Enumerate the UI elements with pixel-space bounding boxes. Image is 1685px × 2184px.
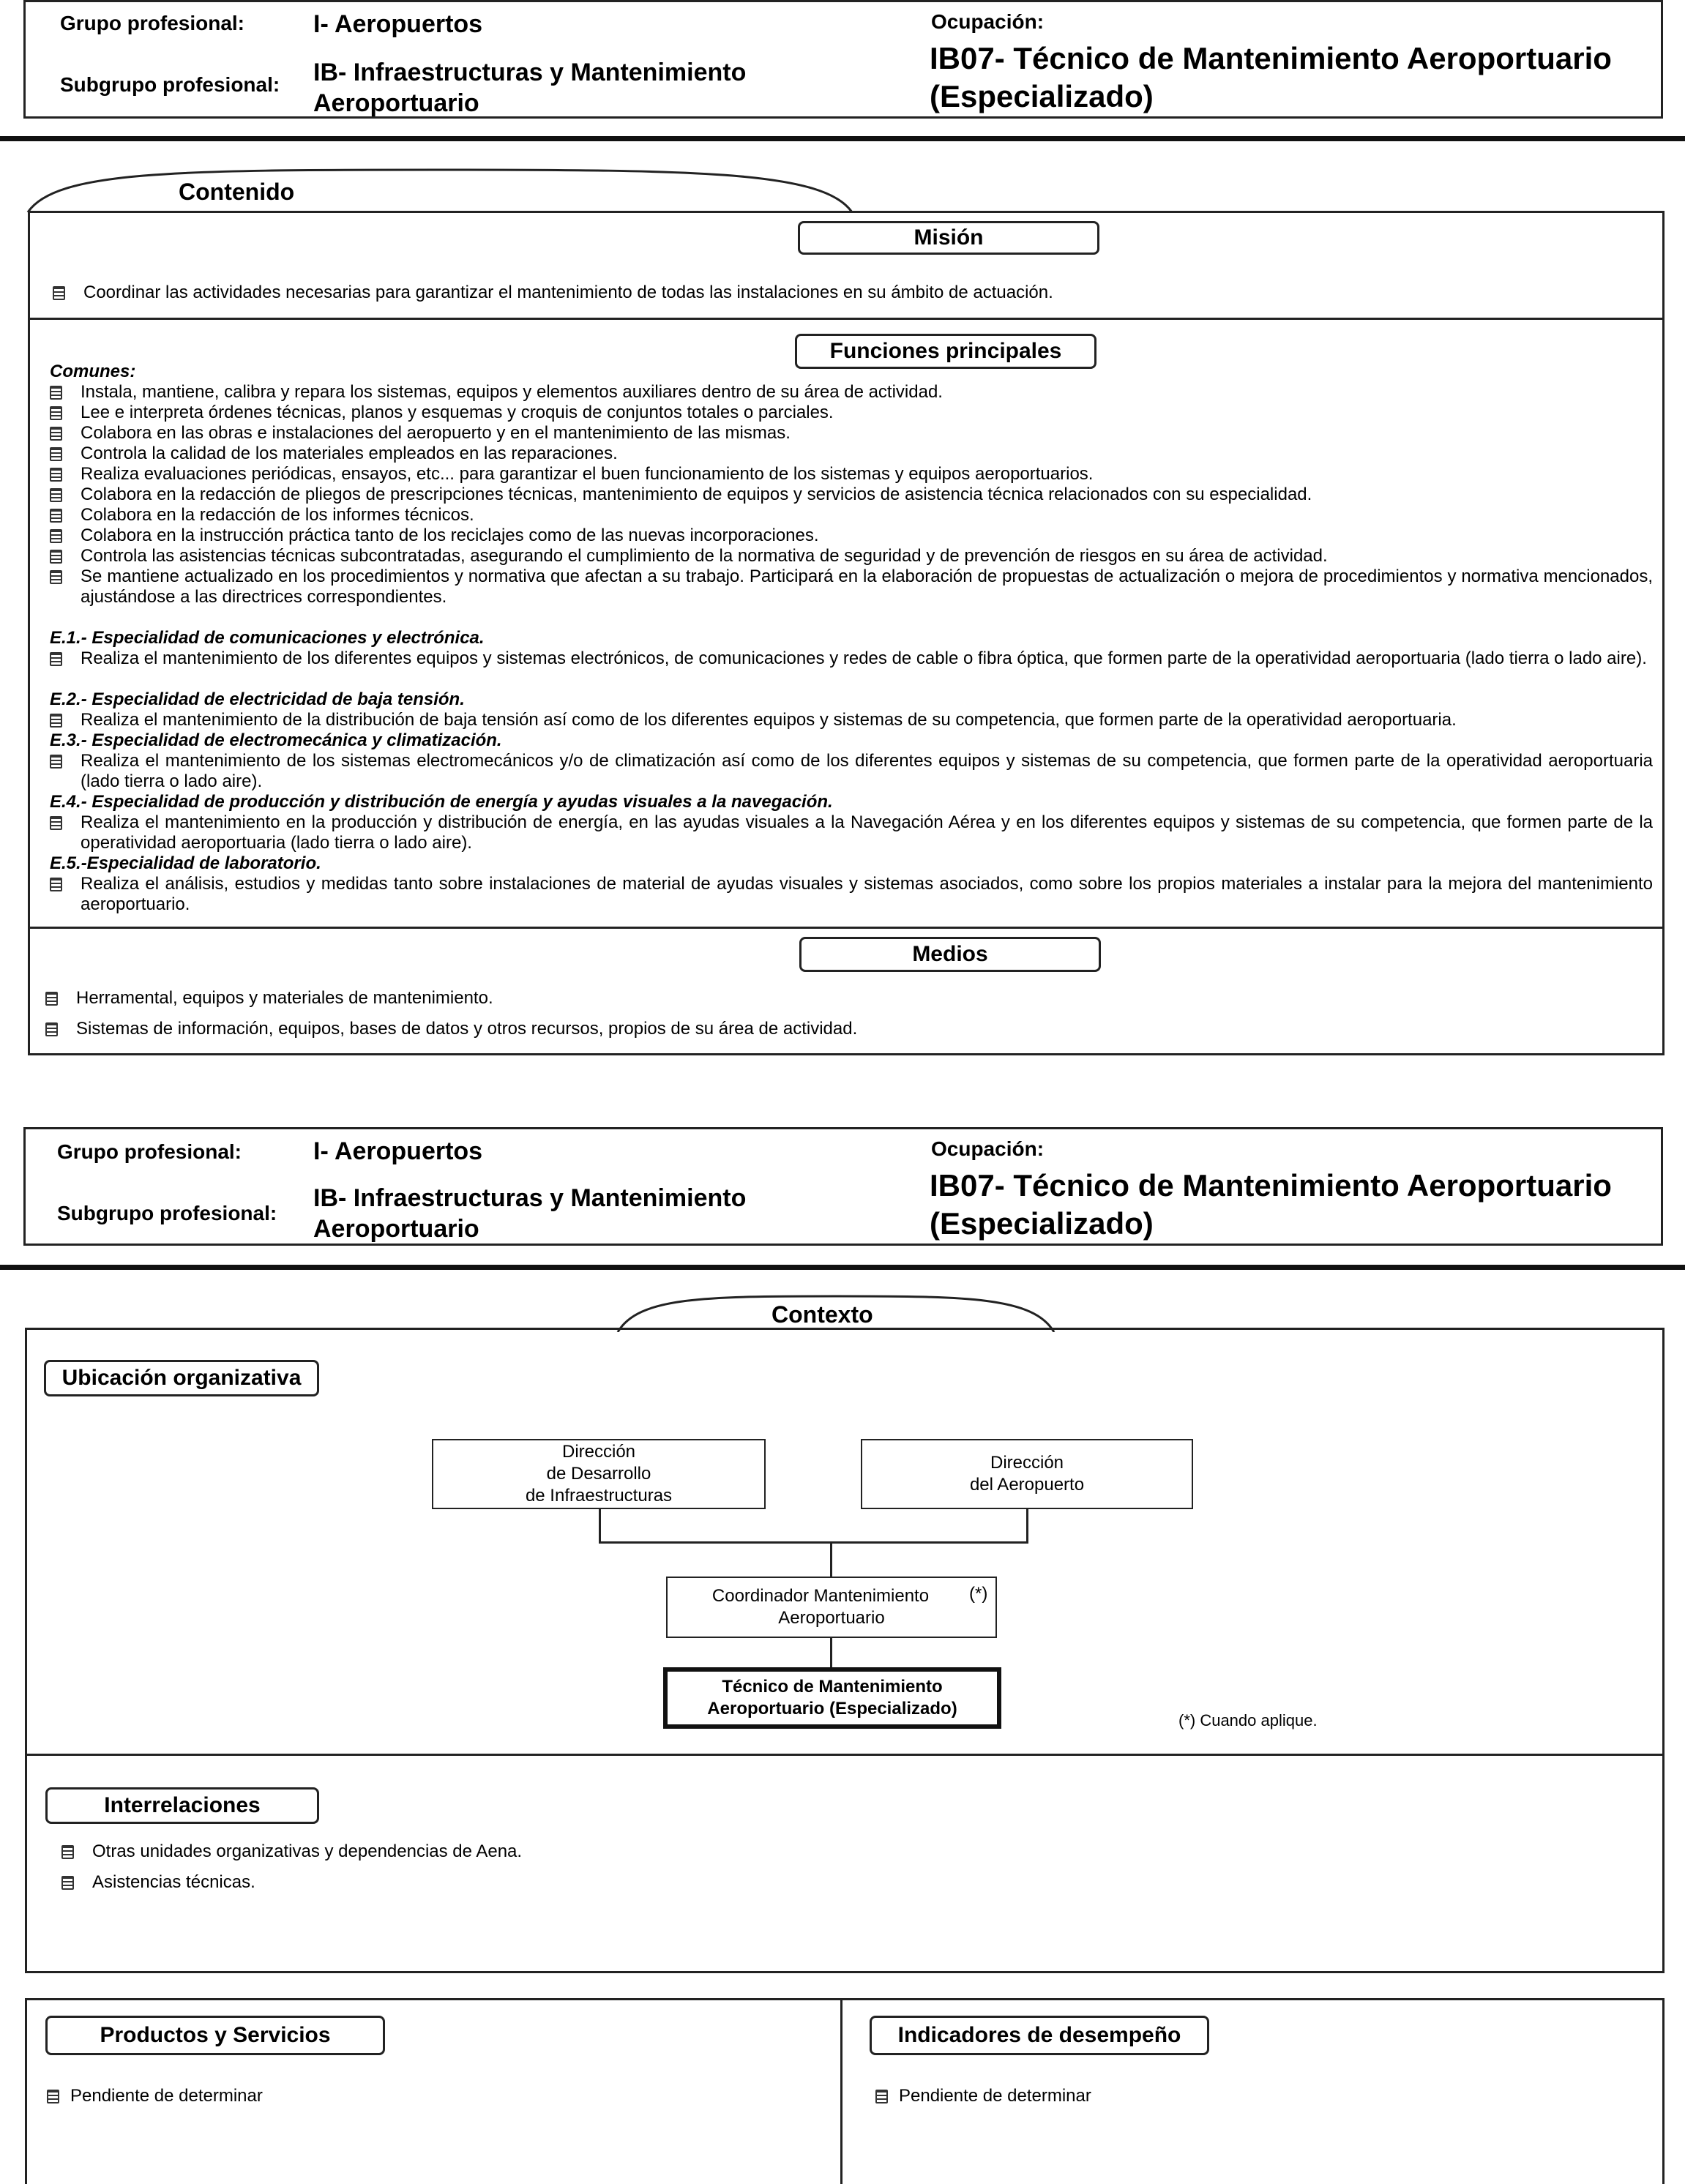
mision-item: Coordinar las actividades necesarias para garantizar el mantenimiento de todas las instalaciones en su ámbito de actuación. [53, 283, 1648, 303]
medios-item: Sistemas de información, equipos, bases de datos y otros recursos, propios de su área de actividad. [45, 1019, 1648, 1039]
comunes-label: Comunes: [50, 362, 136, 381]
bullet-icon [47, 2090, 59, 2103]
ocupacion-value-2: (Especializado) [930, 1206, 1154, 1241]
medios-item: Herramental, equipos y materiales de mantenimiento. [45, 988, 1648, 1009]
ocupacion-value-1: IB07- Técnico de Mantenimiento Aeroportuario [930, 41, 1612, 75]
indicadores-title: Indicadores de desempeño [870, 2016, 1209, 2055]
bullet-icon [50, 488, 62, 502]
comunes-item: Realiza evaluaciones periódicas, ensayos, etc... para garantizar el buen funcionamiento de los sistemas y equipos aeroportuarios. [50, 464, 1653, 485]
bullet-icon [50, 427, 62, 441]
interrelaciones-item: Otras unidades organizativas y dependencias de Aena. [61, 1841, 1379, 1862]
bullet-icon [50, 386, 62, 400]
org-box-coordinador: Coordinador Mantenimiento Aeroportuario [666, 1577, 997, 1638]
contenido-tab-label: Contenido [179, 179, 295, 205]
especialidad-title-5: E.5.-Especialidad de laboratorio. [50, 853, 321, 873]
connector [830, 1637, 832, 1669]
especialidad-item-5: Realiza el análisis, estudios y medidas tanto sobre instalaciones de material de ayudas visuales y sistemas asociados, como sobre los propios materiales a instalar para la mejora del mantenimiento aeroportuario. [50, 874, 1653, 915]
org-box-direccion-aeropuerto: Dirección del Aeropuerto [861, 1439, 1193, 1509]
contexto-tab-label: Contexto [771, 1301, 873, 1328]
bullet-icon [50, 447, 62, 461]
bullet-icon [50, 509, 62, 523]
ubicacion-title: Ubicación organizativa [44, 1360, 319, 1396]
especialidad-item-3: Realiza el mantenimiento de los sistemas electromecánicos y/o de climatización así como de los diferentes equipos y sistemas de su competencia, que formen parte de la operatividad aeroportuaria (lado tierra o lado aire). [50, 751, 1653, 792]
especialidad-title-3: E.3.- Especialidad de electromecánica y climatización. [50, 730, 502, 750]
bullet-icon [50, 816, 62, 830]
subgrupo-label: Subgrupo profesional: [60, 73, 280, 96]
comunes-item: Instala, mantiene, calibra y repara los sistemas, equipos y elementos auxiliares dentro de su área de actividad. [50, 382, 1653, 403]
bullet-icon [875, 2090, 888, 2103]
subgrupo-value-2: Aeroportuario [313, 1215, 479, 1243]
ocupacion-label: Ocupación: [931, 1137, 1045, 1160]
bullet-icon [53, 286, 65, 300]
bullet-icon [50, 550, 62, 564]
especialidad-title-2: E.2.- Especialidad de electricidad de baja tensión. [50, 689, 465, 709]
connector [599, 1541, 1028, 1544]
connector [1026, 1508, 1028, 1543]
productos-item: Pendiente de determinar [47, 2086, 779, 2106]
especialidad-item-2: Realiza el mantenimiento de la distribución de baja tensión así como de los diferentes equipos y sistemas de su competencia, que formen parte de la operatividad aeroportuaria. [50, 710, 1653, 730]
subgrupo-value-2: Aeroportuario [313, 89, 479, 117]
productos-title: Productos y Servicios [45, 2016, 385, 2055]
comunes-item: Colabora en la redacción de pliegos de prescripciones técnicas, mantenimiento de equipos y servicios de asistencia técnica relacionados con su especialidad. [50, 485, 1653, 505]
ocupacion-label: Ocupación: [931, 10, 1045, 33]
funciones-title: Funciones principales [795, 334, 1096, 369]
especialidad-item-4: Realiza el mantenimiento en la producción y distribución de energía, en las ayudas visuales a la Navegación Aérea y en los diferentes equipos y sistemas de su competencia, que formen parte de la operatividad aeroportuaria (lado tierra o lado aire). [50, 812, 1653, 853]
bullet-icon [50, 529, 62, 543]
interrelaciones-item: Asistencias técnicas. [61, 1872, 1379, 1893]
comunes-item: Colabora en la instrucción práctica tanto de los reciclajes como de las nuevas incorporaciones. [50, 526, 1653, 546]
productos-indicadores-divider [840, 1998, 842, 2184]
especialidad-item-1: Realiza el mantenimiento de los diferentes equipos y sistemas electrónicos, de comunicaciones y redes de cable o fibra óptica, que formen parte de la operatividad aeroportuaria (lado tierra o lado aire). [50, 648, 1653, 669]
connector [599, 1508, 601, 1543]
bullet-icon [61, 1876, 74, 1890]
grupo-value: I- Aeropuertos [313, 1137, 483, 1165]
org-box-direccion-desarrollo: Dirección de Desarrollo de Infraestructuras [432, 1439, 766, 1509]
subgrupo-value-1: IB- Infraestructuras y Mantenimiento [313, 59, 747, 86]
bullet-icon [45, 992, 58, 1006]
divider-ubicacion [25, 1754, 1665, 1756]
grupo-label: Grupo profesional: [60, 12, 244, 34]
mision-title: Misión [798, 221, 1099, 255]
comunes-item: Colabora en la redacción de los informes técnicos. [50, 505, 1653, 526]
especialidad-title-4: E.4.- Especialidad de producción y distribución de energía y ayudas visuales a la navegación. [50, 792, 833, 812]
cuando-aplique-note: (*) Cuando aplique. [1178, 1711, 1318, 1729]
subgrupo-label: Subgrupo profesional: [57, 1202, 277, 1224]
medios-title: Medios [799, 937, 1101, 972]
comunes-item: Se mantiene actualizado en los procedimientos y normativa que afectan a su trabajo. Participará en la elaboración de propuestas de actualización o mejora de procedimientos y normativa mencionados, ajustándose a las directrices correspondientes. [50, 566, 1653, 607]
coordinador-mark: (*) [969, 1584, 988, 1604]
interrelaciones-title: Interrelaciones [45, 1787, 319, 1824]
bullet-icon [50, 755, 62, 768]
connector [830, 1541, 832, 1578]
subgrupo-value-1: IB- Infraestructuras y Mantenimiento [313, 1184, 747, 1212]
divider-funciones [28, 927, 1665, 929]
contenido-tab [26, 167, 853, 212]
indicadores-item: Pendiente de determinar [875, 2086, 1607, 2106]
bullet-icon [50, 570, 62, 584]
bullet-icon [50, 406, 62, 420]
ocupacion-value-2: (Especializado) [930, 79, 1154, 113]
header-rule-2 [0, 1265, 1685, 1270]
divider-mision [28, 318, 1665, 320]
bullet-icon [45, 1022, 58, 1036]
bullet-icon [50, 468, 62, 482]
comunes-item: Controla la calidad de los materiales empleados en las reparaciones. [50, 444, 1653, 464]
header-rule-1 [0, 136, 1685, 141]
comunes-item: Colabora en las obras e instalaciones del aeropuerto y en el mantenimiento de las mismas. [50, 423, 1653, 444]
bullet-icon [50, 652, 62, 666]
bullet-icon [50, 714, 62, 728]
grupo-label: Grupo profesional: [57, 1140, 242, 1163]
comunes-item: Controla las asistencias técnicas subcontratadas, asegurando el cumplimiento de la normativa de seguridad y de prevención de riesgos en su área de actividad. [50, 546, 1653, 566]
bullet-icon [61, 1845, 74, 1859]
especialidad-title-1: E.1.- Especialidad de comunicaciones y electrónica. [50, 628, 485, 648]
ocupacion-value-1: IB07- Técnico de Mantenimiento Aeroportuario [930, 1168, 1612, 1203]
comunes-item: Lee e interpreta órdenes técnicas, planos y esquemas y croquis de conjuntos totales o parciales. [50, 403, 1653, 423]
grupo-value: I- Aeropuertos [313, 10, 483, 38]
org-box-tecnico: Técnico de Mantenimiento Aeroportuario (Especializado) [663, 1667, 1001, 1729]
bullet-icon [50, 878, 62, 891]
